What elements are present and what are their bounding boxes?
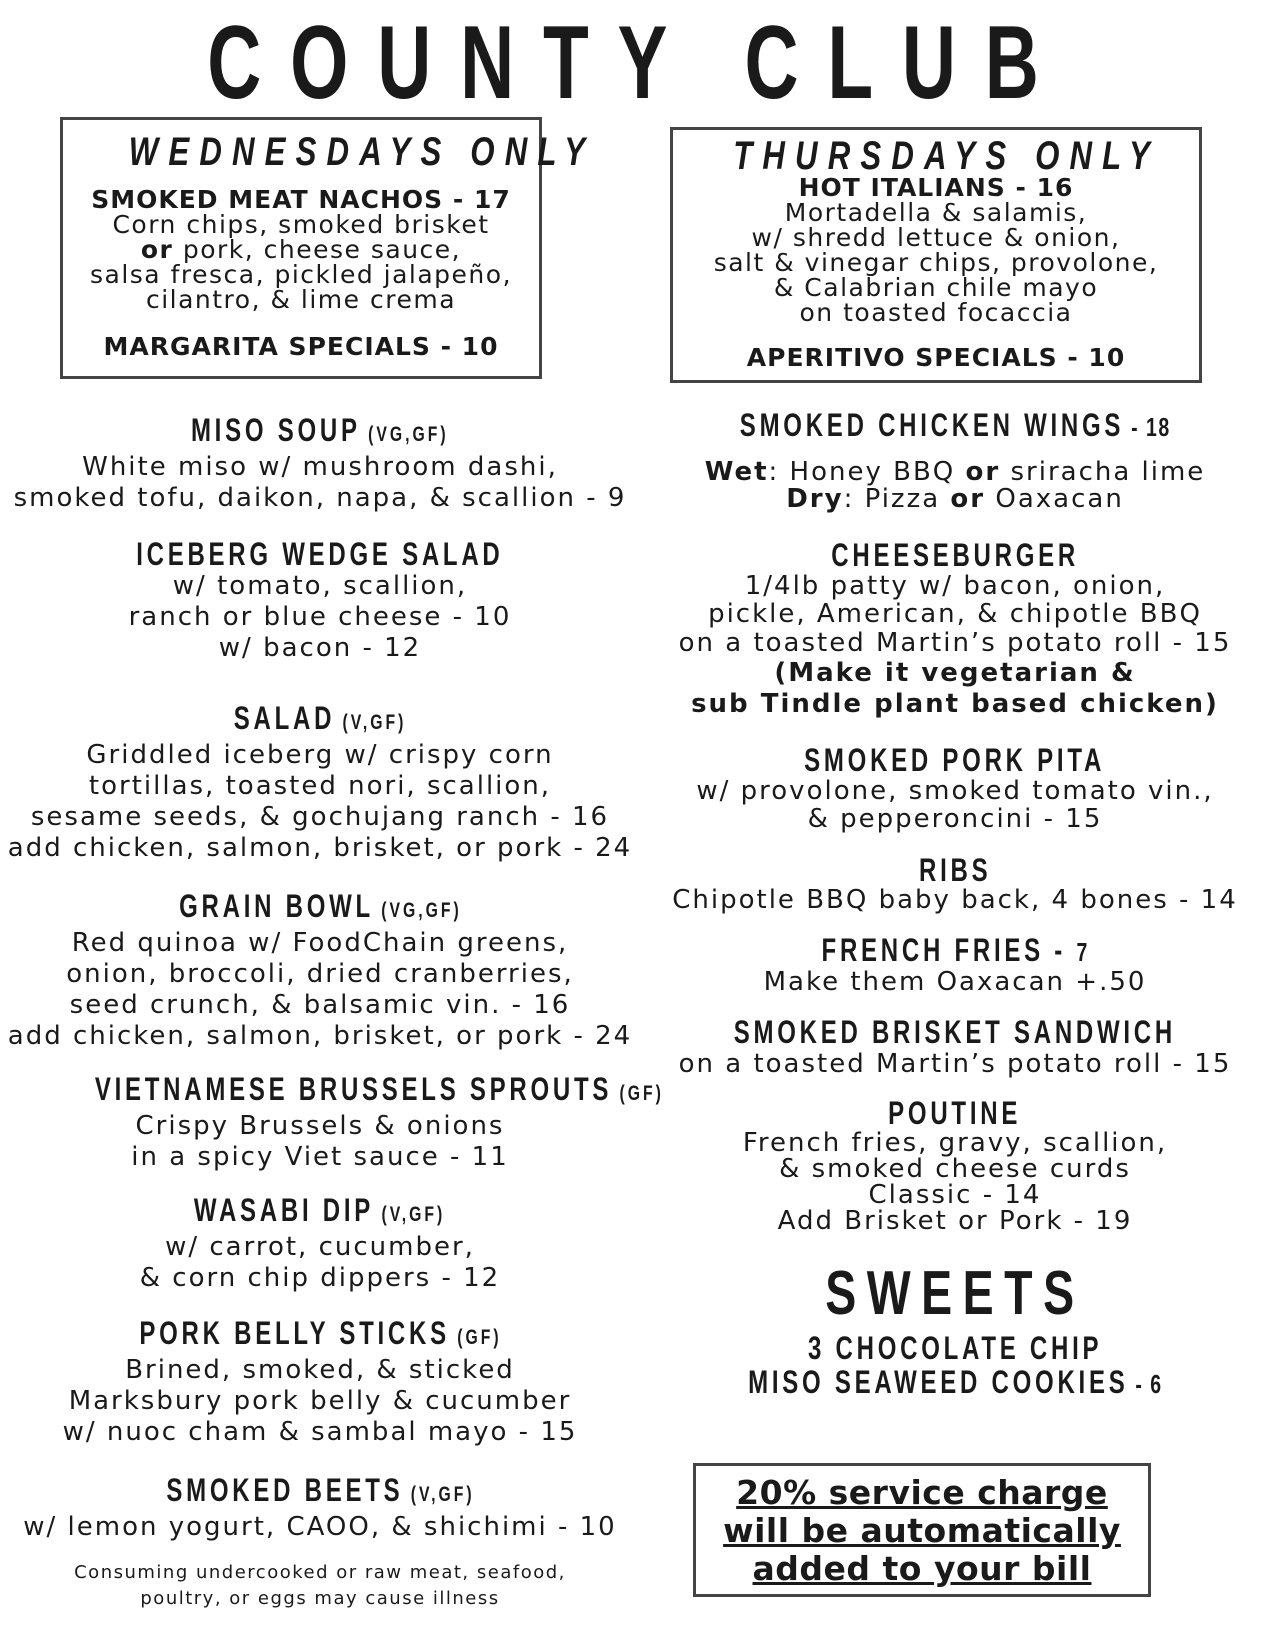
nachos-desc-1: Corn chips, smoked brisket (112, 210, 490, 239)
nachos-desc-4: cilantro, & lime crema (145, 285, 457, 314)
hot-italians-item: HOT ITALIANS - 16 (798, 173, 1074, 202)
wings-dry-options: Dry: Pizza or Oaxacan (786, 484, 1124, 514)
menu-item-vietnamese-brussels-sprouts: VIETNAMESE BRUSSELS SPROUTS (GF) Crispy Brussels & onions in a spicy Viet sauce - 11 (94, 1071, 664, 1172)
menu-item-french-fries: FRENCH FRIES - 7 Make them Oaxacan +.50 (763, 932, 1147, 997)
menu-item-smoked-pork-pita: SMOKED PORK PITA w/ provolone, smoked tomato vin., & pepperoncini - 15 (696, 742, 1214, 834)
margarita-special: MARGARITA SPECIALS - 10 (103, 332, 499, 361)
nachos-desc-3: salsa fresca, pickled jalapeño, (89, 260, 513, 289)
hot-italians-desc-3: salt & vinegar chips, provolone, (713, 248, 1159, 277)
menu-item-poutine: POUTINE French fries, gravy, scallion, & smoked cheese curds Classic - 14 Add Brisket or Pork - 19 (742, 1095, 1168, 1236)
sweets-section (655, 1258, 1255, 1401)
restaurant-title: COUNTY CLUB (207, 5, 1068, 121)
hot-italians-desc-4: & Calabrian chile mayo (773, 273, 1099, 302)
hot-italians-desc-5: on toasted focaccia (799, 298, 1073, 327)
cookies-line-2: MISO SEAWEED COOKIES - 6 (747, 1364, 1163, 1400)
nachos-item: SMOKED MEAT NACHOS - 17 (91, 185, 511, 214)
wings-wet-options: Wet: Honey BBQ or sriracha lime (704, 457, 1206, 487)
allergy-disclaimer: Consuming undercooked or raw meat, seafood, poultry, or eggs may cause illness (74, 1562, 566, 1609)
menu-item-cheeseburger: CHEESEBURGER 1/4lb patty w/ bacon, onion, pickle, American, & chipotle BBQ on a toasted Martin’s potato roll - 15 (Make it vegetarian & sub Tindle plant based chicken) (678, 537, 1232, 719)
thursday-heading: THURSDAYS ONLY (733, 134, 1161, 178)
menu-item-wasabi-dip: WASABI DIP (V,GF) w/ carrot, cucumber, & corn chip dippers - 12 (139, 1192, 501, 1293)
menu-item-grain-bowl: GRAIN BOWL (VG,GF) Red quinoa w/ FoodChain greens, onion, broccoli, dried cranberries, seed crunch, & balsamic vin. - 16 add chicken, salmon, brisket, or pork - 24 (7, 888, 633, 1051)
menu-item-smoked-beets: SMOKED BEETS (V,GF) w/ lemon yogurt, CAOO, & shichimi - 10 (23, 1472, 617, 1542)
cookies-line-1: 3 CHOCOLATE CHIP (807, 1330, 1103, 1366)
sweets-heading: SWEETS (825, 1259, 1085, 1328)
menu-item-pork-belly-sticks: PORK BELLY STICKS (GF) Brined, smoked, & sticked Marksbury pork belly & cucumber w/ nuoc cham & sambal mayo - 15 (62, 1315, 578, 1447)
service-charge-box: 20% service charge will be automatically added to your bill (693, 1463, 1151, 1597)
hot-italians-desc-1: Mortadella & salamis, (784, 198, 1088, 227)
menu-item-smoked-chicken-wings: SMOKED CHICKEN WINGS - 18 Wet: Honey BBQ or sriracha lime Dry: Pizza or Oaxacan (655, 408, 1255, 512)
aperitivo-special: APERITIVO SPECIALS - 10 (746, 343, 1126, 372)
menu-item-miso-soup: MISO SOUP (VG,GF) White miso w/ mushroom dashi, smoked tofu, daikon, napa, & scallion - 9 (13, 412, 627, 513)
menu-item-salad: SALAD (V,GF) Griddled iceberg w/ crispy corn tortillas, toasted nori, scallion, sesame seeds, & gochujang ranch - 16 add chicken, salmon, brisket, or pork - 24 (7, 700, 633, 863)
nachos-desc-2: or pork, cheese sauce, (140, 235, 462, 264)
wednesday-heading: WEDNESDAYS ONLY (128, 130, 596, 174)
right-menu-column (655, 0, 1255, 1650)
hot-italians-desc-2: w/ shredd lettuce & onion, (751, 223, 1121, 252)
menu-item-ribs: RIBS Chipotle BBQ baby back, 4 bones - 14 (672, 852, 1238, 915)
menu-item-iceberg-wedge-salad: ICEBERG WEDGE SALAD w/ tomato, scallion, ranch or blue cheese - 10 w/ bacon - 12 (128, 536, 512, 663)
menu-item-smoked-brisket-sandwich: SMOKED BRISKET SANDWICH on a toasted Martin’s potato roll - 15 (678, 1014, 1232, 1079)
